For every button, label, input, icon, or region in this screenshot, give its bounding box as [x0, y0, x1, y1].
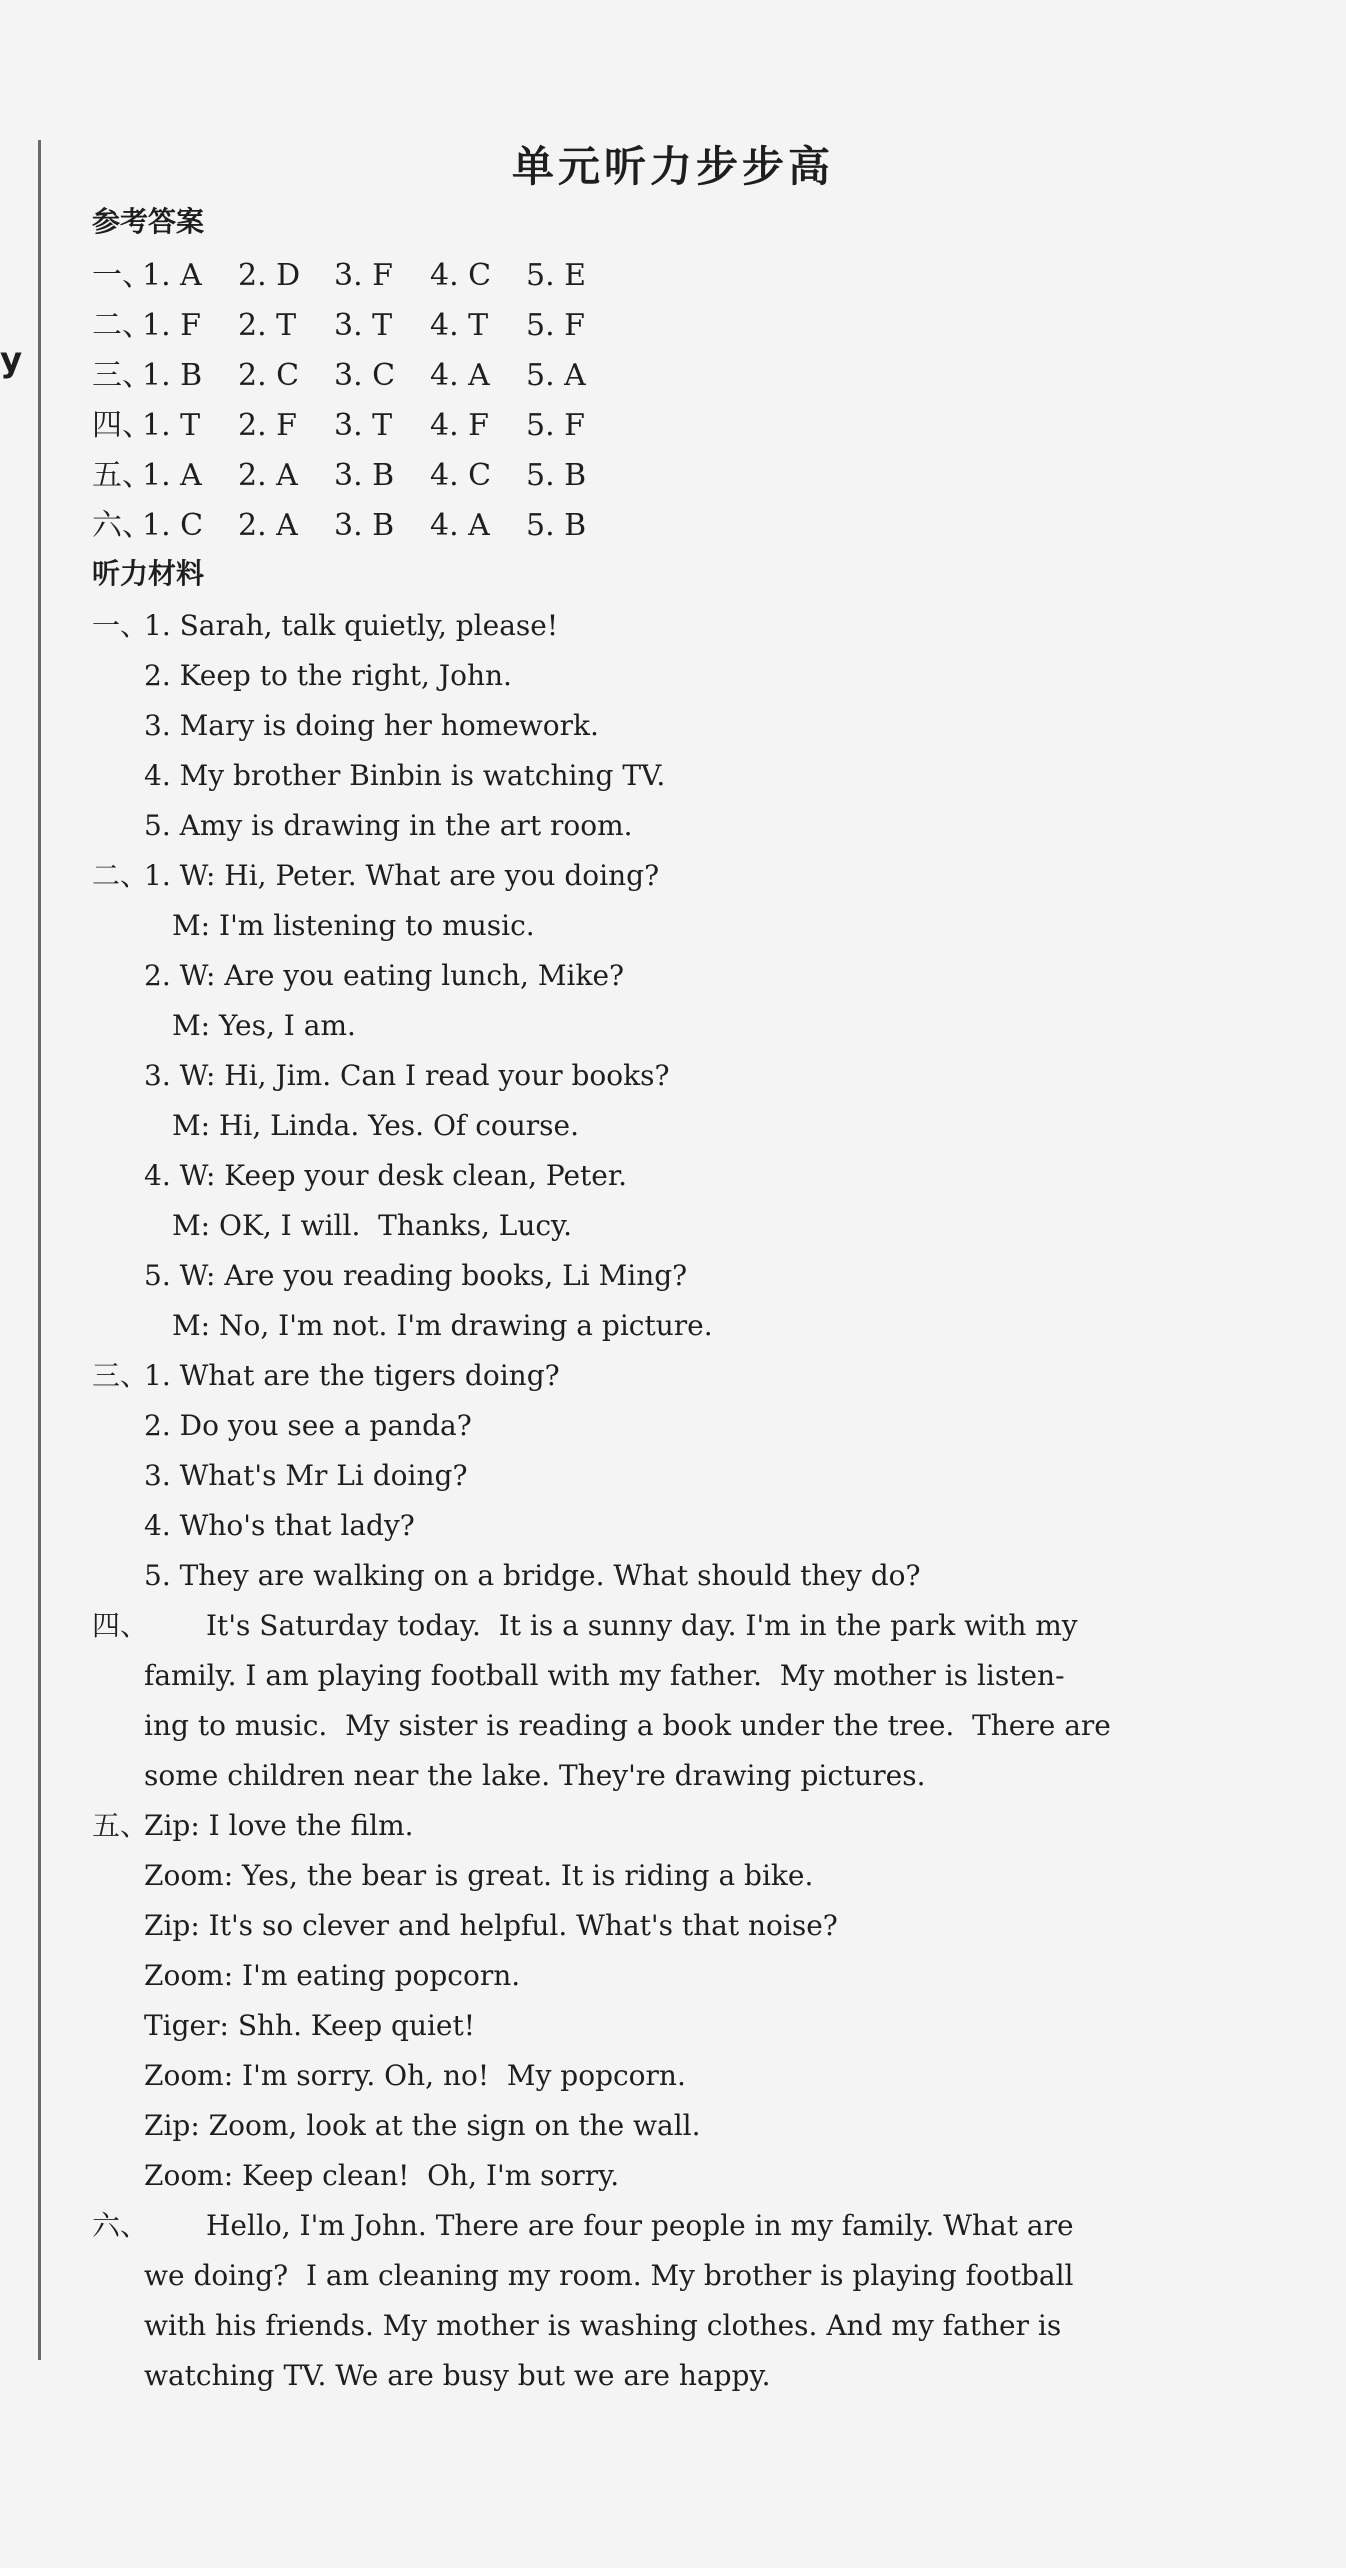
answer-row [92, 400, 622, 444]
answer-item: 4. F [430, 408, 489, 443]
answer-item: 3. T [334, 308, 393, 343]
transcript-line: watching TV. We are busy but we are happy. [144, 2359, 771, 2392]
answer-item: 2. F [238, 408, 297, 443]
transcript-line: Zip: It's so clever and helpful. What's that noise? [144, 1909, 838, 1942]
transcript-line: Zoom: I'm sorry. Oh, no! My popcorn. [144, 2059, 686, 2092]
transcript-line: M: OK, I will. Thanks, Lucy. [172, 1209, 573, 1242]
materials-section-label: 五、 [92, 1809, 149, 1842]
answer-item: 5. F [526, 308, 585, 343]
transcript-line: ing to music. My sister is reading a book under the tree. There are [144, 1709, 1111, 1742]
transcript-line: we doing? I am cleaning my room. My brother is playing football [144, 2259, 1074, 2292]
transcript-line: 1. What are the tigers doing? [144, 1359, 560, 1392]
transcript-line: 3. What's Mr Li doing? [144, 1459, 468, 1492]
materials-heading: 听力材料 [92, 557, 205, 590]
answer-item: 4. C [430, 458, 492, 493]
answer-item: 3. F [334, 258, 393, 293]
answer-section-label: 六、 [92, 508, 152, 543]
transcript-line: 2. Keep to the right, John. [144, 659, 512, 692]
answer-section-label: 三、 [92, 358, 152, 393]
transcript-line: 2. W: Are you eating lunch, Mike? [144, 959, 625, 992]
answer-item: 2. A [238, 508, 298, 543]
answer-item: 5. B [526, 458, 587, 493]
answer-item: 3. B [334, 458, 395, 493]
answer-item: 1. B [142, 358, 203, 393]
answer-item: 4. A [430, 508, 490, 543]
answer-section-label: 二、 [92, 308, 152, 343]
transcript-line: Zoom: Yes, the bear is great. It is riding a bike. [144, 1859, 814, 1892]
binding-margin-rule [38, 140, 41, 2360]
transcript-line: Hello, I'm John. There are four people in my family. What are [206, 2209, 1074, 2242]
answer-item: 5. E [526, 258, 587, 293]
transcript-line: with his friends. My mother is washing clothes. And my father is [144, 2309, 1062, 2342]
answer-row [92, 450, 622, 494]
answers-heading: 参考答案 [92, 205, 205, 238]
answer-item: 1. A [142, 258, 202, 293]
materials-section-label: 四、 [92, 1609, 149, 1642]
answer-row [92, 350, 622, 394]
transcript-line: 4. My brother Binbin is watching TV. [144, 759, 666, 792]
answer-row [92, 300, 622, 344]
answer-item: 1. F [142, 308, 201, 343]
materials-section-label: 六、 [92, 2209, 149, 2242]
transcript-line: 5. W: Are you reading books, Li Ming? [144, 1259, 688, 1292]
transcript-line: 3. W: Hi, Jim. Can I read your books? [144, 1059, 670, 1092]
transcript-line: Zip: I love the film. [144, 1809, 414, 1842]
answer-item: 4. C [430, 258, 492, 293]
answer-item: 2. T [238, 308, 297, 343]
answer-item: 2. C [238, 358, 300, 393]
answer-item: 1. C [142, 508, 204, 543]
transcript-line: M: No, I'm not. I'm drawing a picture. [172, 1309, 713, 1342]
answer-section-label: 一、 [92, 258, 152, 293]
transcript-line: Zoom: I'm eating popcorn. [144, 1959, 521, 1992]
answer-section-label: 五、 [92, 458, 152, 493]
answer-item: 5. F [526, 408, 585, 443]
transcript-line: some children near the lake. They're drawing pictures. [144, 1759, 926, 1792]
transcript-line: M: Hi, Linda. Yes. Of course. [172, 1109, 579, 1142]
transcript-line: 5. They are walking on a bridge. What should they do? [144, 1559, 921, 1592]
transcript-line: 4. Who's that lady? [144, 1509, 415, 1542]
transcript-line: 5. Amy is drawing in the art room. [144, 809, 633, 842]
transcript-line: 1. W: Hi, Peter. What are you doing? [144, 859, 660, 892]
materials-section-label: 一、 [92, 609, 149, 642]
transcript-line: 1. Sarah, talk quietly, please! [144, 609, 559, 642]
transcript-line: Zoom: Keep clean! Oh, I'm sorry. [144, 2159, 620, 2192]
transcript-line: Tiger: Shh. Keep quiet! [144, 2009, 476, 2042]
margin-letter: y [0, 340, 23, 380]
transcript-line: Zip: Zoom, look at the sign on the wall. [144, 2109, 701, 2142]
answer-item: 1. A [142, 458, 202, 493]
answer-item: 2. D [238, 258, 301, 293]
answer-item: 3. B [334, 508, 395, 543]
transcript-line: family. I am playing football with my father. My mother is listen- [144, 1659, 1065, 1692]
materials-section-label: 三、 [92, 1359, 149, 1392]
transcript-line: It's Saturday today. It is a sunny day. I'm in the park with my [206, 1609, 1078, 1642]
transcript-line: 2. Do you see a panda? [144, 1409, 472, 1442]
answer-row [92, 500, 622, 544]
answer-section-label: 四、 [92, 408, 152, 443]
answer-item: 5. B [526, 508, 587, 543]
answer-item: 1. T [142, 408, 201, 443]
answer-item: 5. A [526, 358, 586, 393]
answer-item: 2. A [238, 458, 298, 493]
transcript-line: M: I'm listening to music. [172, 909, 535, 942]
answer-item: 3. C [334, 358, 396, 393]
transcript-line: M: Yes, I am. [172, 1009, 356, 1042]
transcript-line: 3. Mary is doing her homework. [144, 709, 599, 742]
answer-item: 4. T [430, 308, 489, 343]
answer-item: 3. T [334, 408, 393, 443]
answer-row [92, 250, 622, 294]
materials-section-label: 二、 [92, 859, 149, 892]
page-title: 单元听力步步高 [511, 142, 834, 191]
transcript-line: 4. W: Keep your desk clean, Peter. [144, 1159, 628, 1192]
answer-item: 4. A [430, 358, 490, 393]
